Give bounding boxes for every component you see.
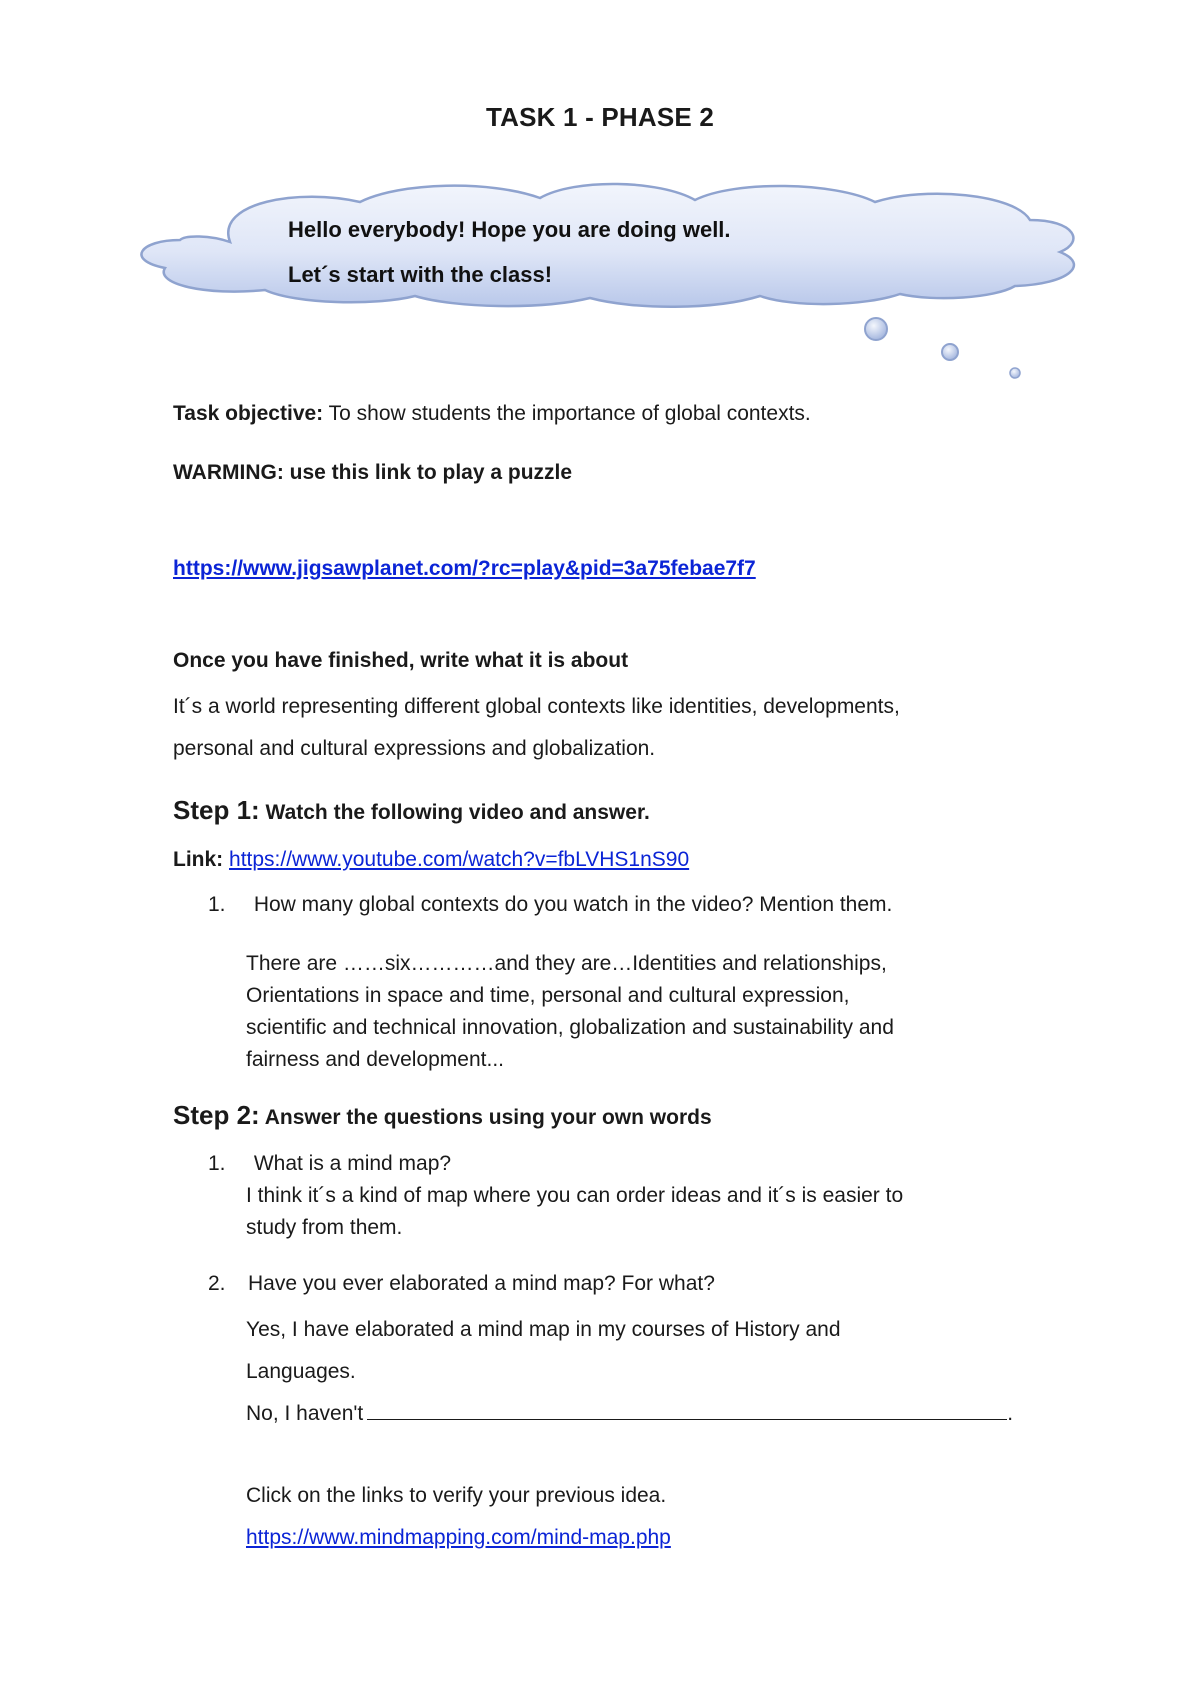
no-answer-line bbox=[246, 1393, 1046, 1435]
step-1-link-label: Link: bbox=[173, 848, 224, 871]
puzzle-link-line bbox=[173, 555, 756, 583]
question-number: 2. bbox=[208, 1272, 226, 1295]
question-text: Have you ever elaborated a mind map? For what? bbox=[248, 1272, 715, 1295]
mindmapping-link[interactable]: https://www.mindmapping.com/mind-map.php bbox=[246, 1526, 671, 1549]
answer-line: scientific and technical innovation, globalization and sustainability and bbox=[246, 1016, 894, 1039]
question-text: How many global contexts do you watch in the video? Mention them. bbox=[248, 893, 893, 916]
step-1-title: Watch the following video and answer. bbox=[259, 801, 650, 824]
answer-blank-line[interactable] bbox=[367, 1399, 1007, 1420]
cloud-start-line: Let´s start with the class! bbox=[288, 262, 553, 285]
answer-line: fairness and development... bbox=[246, 1048, 504, 1071]
finished-answer-line-2: personal and cultural expressions and globalization. bbox=[173, 737, 656, 760]
finished-answer-line-1: It´s a world representing different global contexts like identities, developments, bbox=[173, 695, 900, 718]
answer-line: Yes, I have elaborated a mind map in my courses of History and bbox=[246, 1318, 841, 1341]
thought-cloud bbox=[135, 180, 1115, 400]
cloud-shape-icon bbox=[135, 180, 1115, 400]
verify-text: Click on the links to verify your previous idea. bbox=[246, 1484, 667, 1507]
step-1-label: Step 1: bbox=[173, 795, 260, 825]
task-objective bbox=[173, 400, 811, 428]
no-answer-end: . bbox=[1007, 1402, 1014, 1425]
finished-heading: Once you have finished, write what it is about bbox=[173, 649, 629, 672]
youtube-link[interactable]: https://www.youtube.com/watch?v=fbLVHS1nS90 bbox=[229, 848, 690, 871]
step-2-heading bbox=[173, 1100, 712, 1131]
verify-section bbox=[246, 1475, 1046, 1559]
question-text: What is a mind map? bbox=[248, 1152, 452, 1175]
no-answer-text: No, I haven't bbox=[246, 1402, 364, 1425]
answer-line: Languages. bbox=[246, 1360, 356, 1383]
step-2-answer-1 bbox=[246, 1180, 1046, 1244]
cloud-greeting-line: Hello everybody! Hope you are doing well. bbox=[288, 217, 731, 242]
page-title: TASK 1 - PHASE 2 bbox=[485, 102, 715, 132]
task-objective-label: Task objective: bbox=[173, 402, 324, 425]
step-2-label: Step 2: bbox=[173, 1100, 260, 1130]
step-2-question-2 bbox=[208, 1268, 715, 1300]
question-number: 1. bbox=[208, 1152, 226, 1175]
answer-line: study from them. bbox=[246, 1216, 403, 1239]
question-number: 1. bbox=[208, 893, 226, 916]
step-2-title: Answer the questions using your own words bbox=[259, 1106, 712, 1129]
puzzle-link[interactable]: https://www.jigsawplanet.com/?rc=play&pid=3a75febae7f7 bbox=[173, 557, 756, 580]
step-1-question-1 bbox=[208, 889, 892, 921]
task-objective-text: To show students the importance of global contexts. bbox=[323, 402, 811, 425]
warming-heading: WARMING: use this link to play a puzzle bbox=[173, 461, 573, 484]
verify-link-line bbox=[246, 1517, 1046, 1559]
step-1-heading bbox=[173, 795, 650, 826]
step-1-answer bbox=[246, 948, 1046, 1076]
answer-line: Orientations in space and time, personal and cultural expression, bbox=[246, 984, 850, 1007]
step-2-answer-2 bbox=[246, 1309, 1046, 1435]
step-2-question-1 bbox=[208, 1148, 451, 1180]
step-1-link-line bbox=[173, 846, 689, 874]
answer-line: There are ……six…………and they are…Identities and relationships, bbox=[246, 952, 887, 975]
answer-line: I think it´s a kind of map where you can order ideas and it´s is easier to bbox=[246, 1184, 904, 1207]
